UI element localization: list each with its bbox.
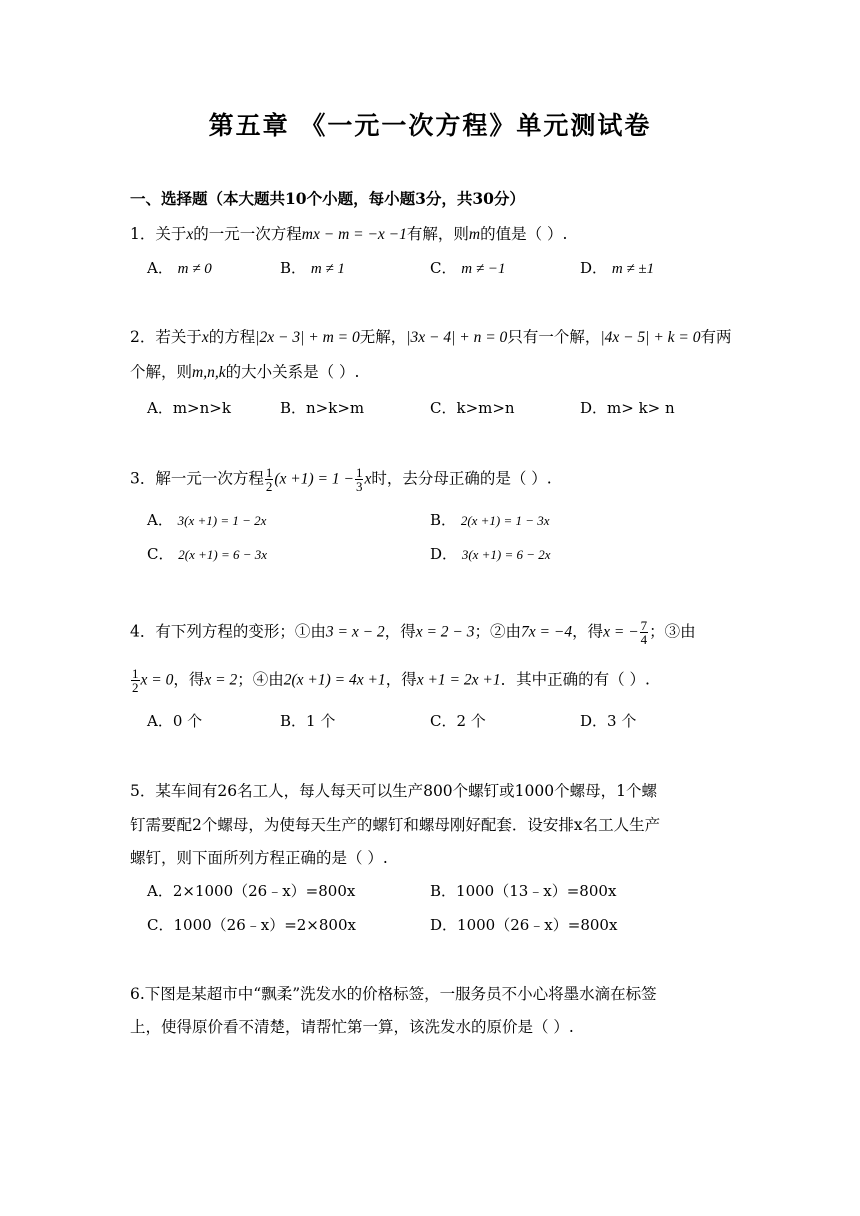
question-5-line-1: 5．某车间有26名工人，每人每天可以生产800个螺钉或1000个螺母，1个螺 <box>130 782 657 800</box>
page-title: 第五章 《一元一次方程》单元测试卷 <box>208 111 652 140</box>
q2-option-b: B．n>k>m <box>280 399 365 417</box>
q3-option-b: B． 2(x +1) = 1 − 3x <box>430 511 550 529</box>
question-1: 1．关于x的一元一次方程mx − m = −x −1有解，则m的值是（ ）. <box>130 225 568 243</box>
q1-option-c: C． m ≠ −1 <box>430 259 506 277</box>
question-5-line-3: 螺钉，则下面所列方程正确的是（ ）. <box>130 849 388 867</box>
q4-option-b: B．1 个 <box>280 712 336 730</box>
question-2-line-1: 2．若关于x的方程|2x − 3| + m = 0无解，|3x − 4| + n = 0只有一个解，|4x − 5| + k = 0有两 <box>130 328 732 346</box>
question-5-line-2: 钉需要配2个螺母，为使每天生产的螺钉和螺母刚好配套．设安排x名工人生产 <box>130 816 661 834</box>
q3-option-a: A． 3(x +1) = 1 − 2x <box>147 511 267 529</box>
section-heading: 一、选择题（本大题共10个小题，每小题3分，共30分） <box>130 189 525 208</box>
q3-option-c: C． 2(x +1) = 6 − 3x <box>147 545 268 563</box>
q2-option-c: C．k>m>n <box>430 399 515 417</box>
q5-option-d: D．1000（26﹣x）=800x <box>430 916 618 934</box>
q4-option-a: A．0 个 <box>147 712 203 730</box>
q5-option-a: A．2×1000（26﹣x）=800x <box>147 882 356 900</box>
q5-option-c: C．1000（26﹣x）=2×800x <box>147 916 356 934</box>
q4-option-c: C．2 个 <box>430 712 486 730</box>
q1-option-a: A． m ≠ 0 <box>147 259 212 277</box>
question-4-line-2: $\frac{1}{2}$ x = 0，得x = 2；④由2(x +1) = 4x +1，得x +1 = 2x +1．其中正确的有（ ）. <box>132 666 650 695</box>
q2-option-d: D．m> k> n <box>580 399 675 417</box>
q1-option-d: D． m ≠ ±1 <box>580 259 655 277</box>
q4-option-d: D．3 个 <box>580 712 637 730</box>
question-4-line-1: 4．有下列方程的变形；①由3 = x − 2，得x = 2 − 3；②由7x = −4，得x = − $\frac{7}{4}$ ；③由 <box>130 618 696 647</box>
question-6-line-1: 6.下图是某超市中“飘柔”洗发水的价格标签，一服务员不小心将墨水滴在标签 <box>130 985 657 1003</box>
question-3: 3．解一元一次方程 $\frac{1}{2}$ (x +1) = 1 − $\frac{1}{3}$ x时，去分母正确的是（ ）. <box>130 465 552 494</box>
q1-option-b: B． m ≠ 1 <box>280 259 345 277</box>
q5-option-b: B．1000（13﹣x）=800x <box>430 882 617 900</box>
q3-option-d: D． 3(x +1) = 6 − 2x <box>430 545 551 563</box>
question-6-line-2: 上，使得原价看不清楚，请帮忙第一算，该洗发水的原价是（ ）. <box>130 1018 574 1036</box>
question-2-line-2: 个解，则m,n,k的大小关系是（ ）. <box>130 363 360 381</box>
q2-option-a: A．m>n>k <box>147 399 231 417</box>
